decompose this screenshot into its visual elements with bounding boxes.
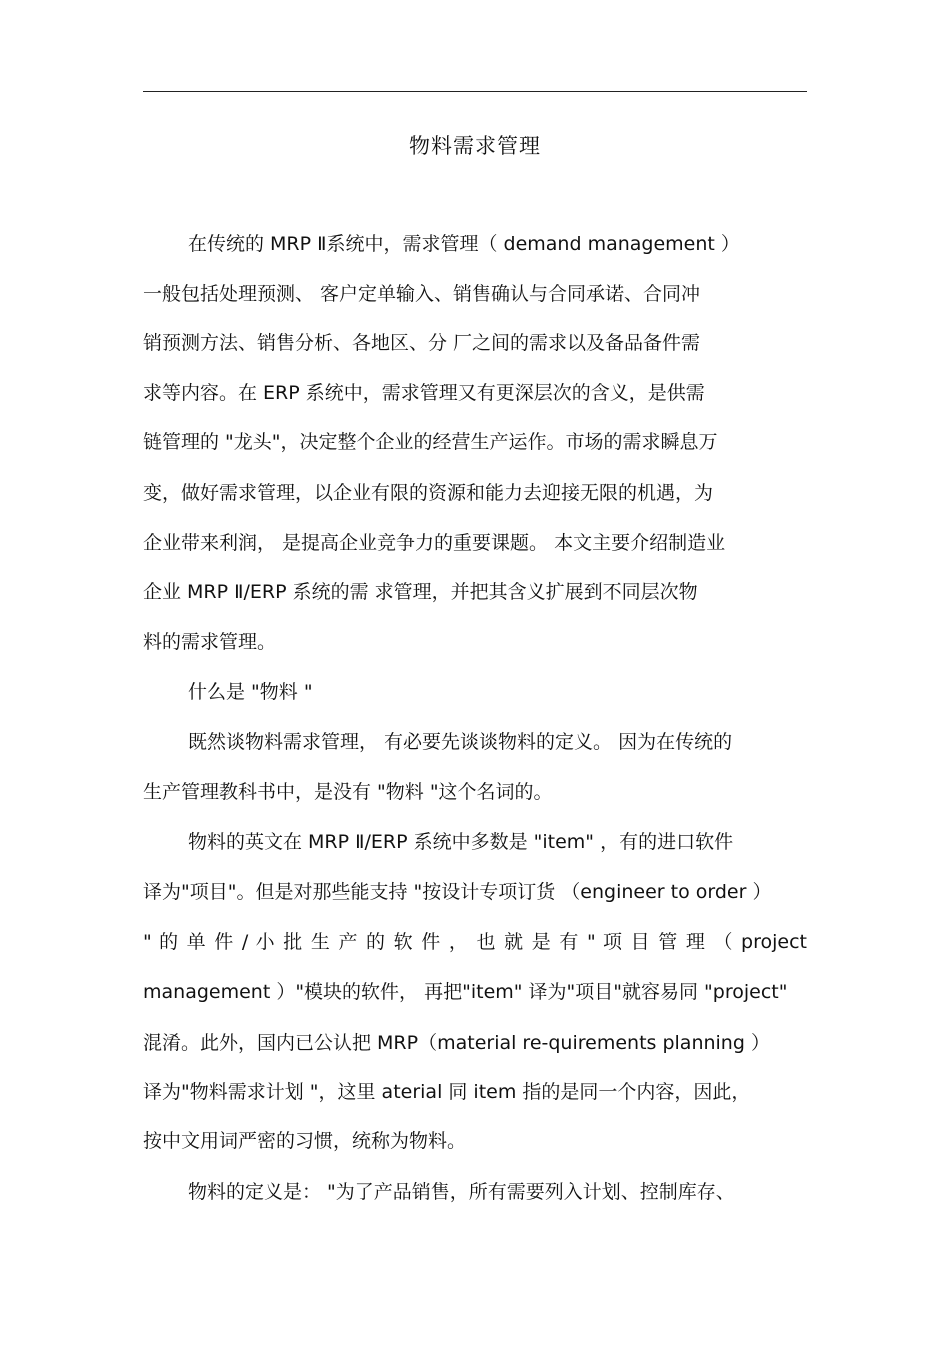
text-line: 按中文用词严密的习惯，统称为物料。 [143,1130,467,1152]
text-line: " 的 单 件 / 小 批 生 产 的 软 件 ， 也 就 是 有 " 项 目 管 理 （ project [143,931,807,953]
text-line: 求等内容。在 ERP 系统中，需求管理又有更深层次的含义，是供需 [143,382,705,404]
text-line: management ）"模块的软件， 再把"item" 译为"项目"就容易同 "project" [143,981,788,1003]
text-line: 生产管理教科书中，是没有 "物料 "这个名词的。 [143,781,553,803]
text-line: 译为"物料需求计划 "，这里 aterial 同 item 指的是同一个内容，因此， [143,1081,751,1103]
text-line: 物料的英文在 MRP Ⅱ/ERP 系统中多数是 "item" ，有的进口软件 [188,831,734,853]
text-line: 一般包括处理预测、 客户定单输入、销售确认与合同承诺、合同冲 [143,283,701,305]
text-line: 混淆。此外，国内已公认把 MRP（material re-quirements planning ） [143,1032,770,1054]
text-line: 既然谈物料需求管理， 有必要先谈谈物料的定义。 因为在传统的 [188,731,733,753]
text-line: 译为"项目"。但是对那些能支持 "按设计专项订货 （engineer to order ） [143,881,772,903]
section-heading: 什么是 "物料 " [188,681,313,703]
text-line: 料的需求管理。 [143,631,277,653]
text-line: 在传统的 MRP Ⅱ系统中，需求管理（ demand management ） [188,233,740,255]
text-line: 企业带来利润， 是提高企业竞争力的重要课题。 本文主要介绍制造业 [143,532,726,554]
text-line: 链管理的 "龙头"，决定整个企业的经营生产运作。市场的需求瞬息万 [143,431,718,453]
text-line: 物料的定义是： "为了产品销售，所有需要列入计划、控制库存、 [188,1181,735,1203]
text-line: 企业 MRP Ⅱ/ERP 系统的需 求管理，并把其含义扩展到不同层次物 [143,581,698,603]
header-rule [143,91,807,92]
page-title: 物料需求管理 [409,134,541,158]
text-line: 销预测方法、销售分析、各地区、分 厂之间的需求以及备品备件需 [143,332,701,354]
text-line: 变，做好需求管理，以企业有限的资源和能力去迎接无限的机遇，为 [143,482,714,504]
